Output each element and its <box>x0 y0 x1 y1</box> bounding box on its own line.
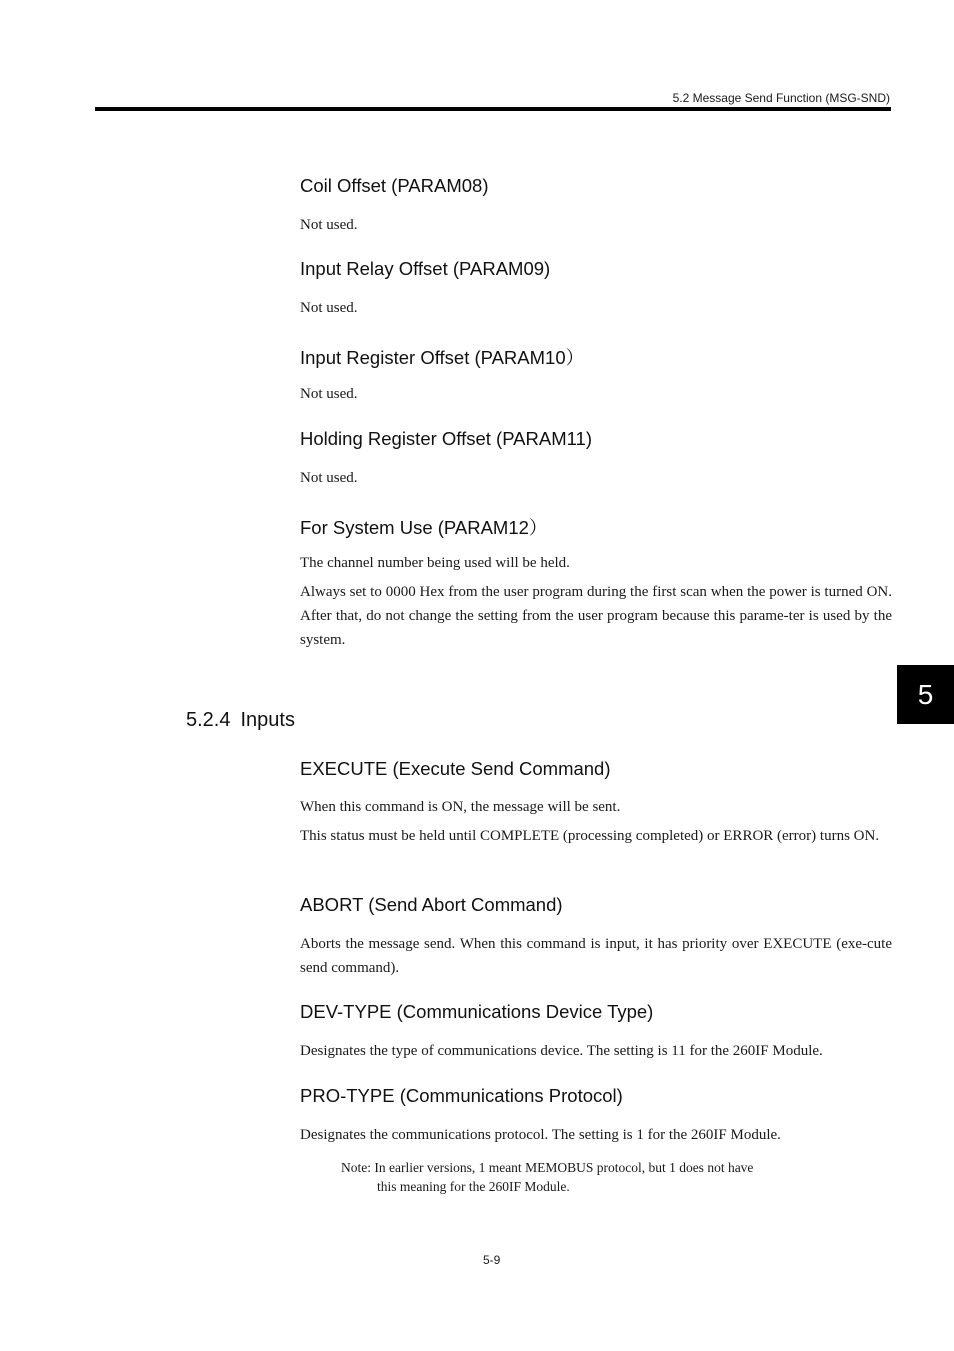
page-number: 5-9 <box>483 1253 501 1267</box>
abort-body: Aborts the message send. When this command is input, it has priority over EXECUTE (exe-cute send command). <box>300 936 892 976</box>
dev-type-heading: DEV-TYPE (Communications Device Type) <box>300 1001 654 1022</box>
note-line-1: Note: In earlier versions, 1 meant MEMOBUS protocol, but 1 does not have <box>341 1160 754 1175</box>
param12-heading: For System Use (PARAM12） <box>300 517 548 538</box>
param08-heading: Coil Offset (PARAM08) <box>300 175 489 196</box>
execute-body: When this command is ON, the message will be sent. <box>300 799 621 815</box>
param09-heading: Input Relay Offset (PARAM09) <box>300 258 551 279</box>
chapter-tab: 5 <box>897 665 954 724</box>
note <box>341 1158 791 1196</box>
param12-body: The channel number being used will be held. <box>300 555 570 571</box>
param08-body: Not used. <box>300 217 358 233</box>
section-title: Inputs <box>240 709 295 731</box>
param11-heading: Holding Register Offset (PARAM11) <box>300 428 592 449</box>
param10-heading: Input Register Offset (PARAM10） <box>300 347 585 368</box>
execute-body-detail: This status must be held until COMPLETE (processing completed) or ERROR (error) turns ON. <box>300 828 880 844</box>
note-line-2: this meaning for the 260IF Module. <box>377 1179 570 1194</box>
param09-body: Not used. <box>300 300 358 316</box>
dev-type-body: Designates the type of communications device. The setting is 11 for the 260IF Module. <box>300 1043 823 1059</box>
pro-type-body: Designates the communications protocol. The setting is 1 for the 260IF Module. <box>300 1127 781 1143</box>
param12-body-detail: Always set to 0000 Hex from the user program during the first scan when the power is turned ON. After that, do not change the setting from the user program because this parame-ter is used by the system. <box>300 584 892 648</box>
pro-type-heading: PRO-TYPE (Communications Protocol) <box>300 1085 623 1106</box>
param11-body: Not used. <box>300 470 358 486</box>
abort-heading: ABORT (Send Abort Command) <box>300 894 563 915</box>
running-header: 5.2 Message Send Function (MSG-SND) <box>672 91 890 105</box>
section-heading <box>186 709 295 732</box>
execute-heading: EXECUTE (Execute Send Command) <box>300 758 611 779</box>
header-rule <box>95 107 891 111</box>
section-number: 5.2.4 <box>186 709 231 731</box>
param10-body: Not used. <box>300 386 358 402</box>
